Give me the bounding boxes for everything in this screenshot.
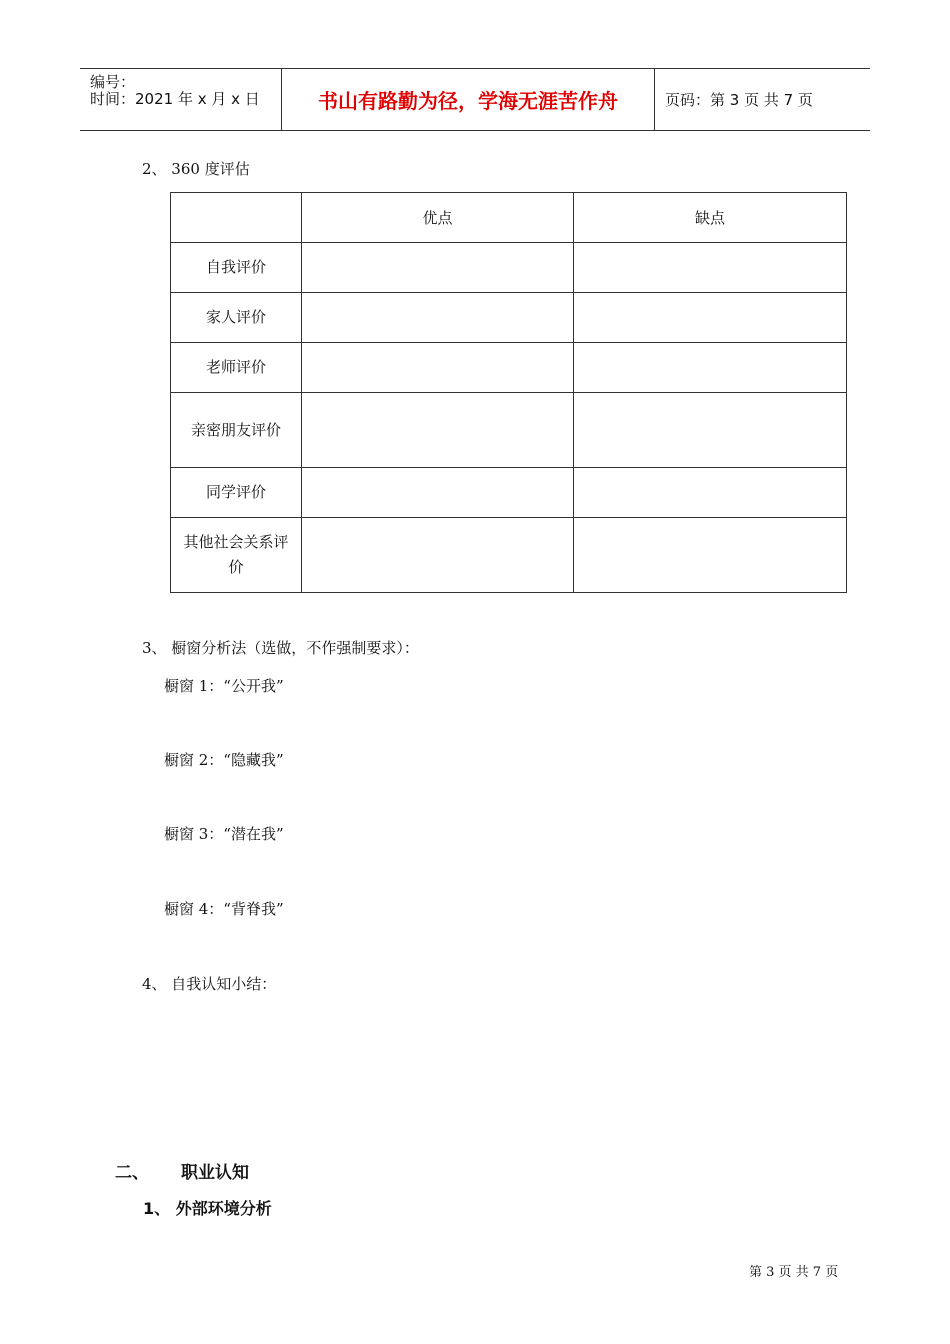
window-item: 橱窗 1：“公开我”	[164, 677, 284, 695]
cons-cell[interactable]	[574, 518, 847, 593]
table-row	[171, 243, 847, 293]
pros-cell[interactable]	[302, 468, 574, 518]
subsection-title: 1、 外部环境分析	[143, 1199, 272, 1218]
header-meta-cell	[80, 69, 282, 130]
pros-cell[interactable]	[302, 393, 574, 468]
section-360-title: 2、 360 度评估	[142, 160, 250, 178]
row-label: 自我评价	[171, 243, 302, 293]
row-label: 亲密朋友评价	[171, 393, 302, 468]
cons-cell[interactable]	[574, 243, 847, 293]
table-row	[171, 343, 847, 393]
part-title: 职业认知	[181, 1163, 249, 1183]
section-summary-title: 4、 自我认知小结：	[142, 975, 277, 993]
evaluation-table	[170, 192, 847, 593]
pros-cell[interactable]	[302, 243, 574, 293]
table-row	[171, 518, 847, 593]
header-motto-cell	[282, 69, 655, 130]
header-page-number: 页码：第 3 页 共 7 页	[665, 91, 813, 109]
page-header	[80, 68, 870, 131]
table-header-cons: 缺点	[574, 193, 847, 243]
part-number: 二、	[115, 1163, 149, 1183]
window-item: 橱窗 4：“背脊我”	[164, 900, 284, 918]
table-header-cell	[171, 193, 302, 243]
table-header-pros: 优点	[302, 193, 574, 243]
window-item: 橱窗 3：“潜在我”	[164, 825, 284, 843]
table-header-row	[171, 193, 847, 243]
window-item: 橱窗 2：“隐藏我”	[164, 751, 284, 769]
cons-cell[interactable]	[574, 393, 847, 468]
row-label: 其他社会关系评价	[171, 518, 302, 593]
cons-cell[interactable]	[574, 343, 847, 393]
pros-cell[interactable]	[302, 343, 574, 393]
row-label: 老师评价	[171, 343, 302, 393]
cons-cell[interactable]	[574, 293, 847, 343]
pros-cell[interactable]	[302, 518, 574, 593]
table-row	[171, 468, 847, 518]
cons-cell[interactable]	[574, 468, 847, 518]
serial-label: 编号：	[90, 73, 136, 91]
table-row	[171, 393, 847, 468]
table-row	[171, 293, 847, 343]
motto: 书山有路勤为径，学海无涯苦作舟	[318, 89, 618, 113]
row-label: 家人评价	[171, 293, 302, 343]
footer-page-number: 第 3 页 共 7 页	[749, 1265, 839, 1280]
date-label: 时间：2021 年 x 月 x 日	[90, 90, 260, 108]
section-window-title: 3、 橱窗分析法（选做，不作强制要求）：	[142, 639, 419, 657]
header-page-cell	[655, 69, 880, 130]
row-label: 同学评价	[171, 468, 302, 518]
pros-cell[interactable]	[302, 293, 574, 343]
